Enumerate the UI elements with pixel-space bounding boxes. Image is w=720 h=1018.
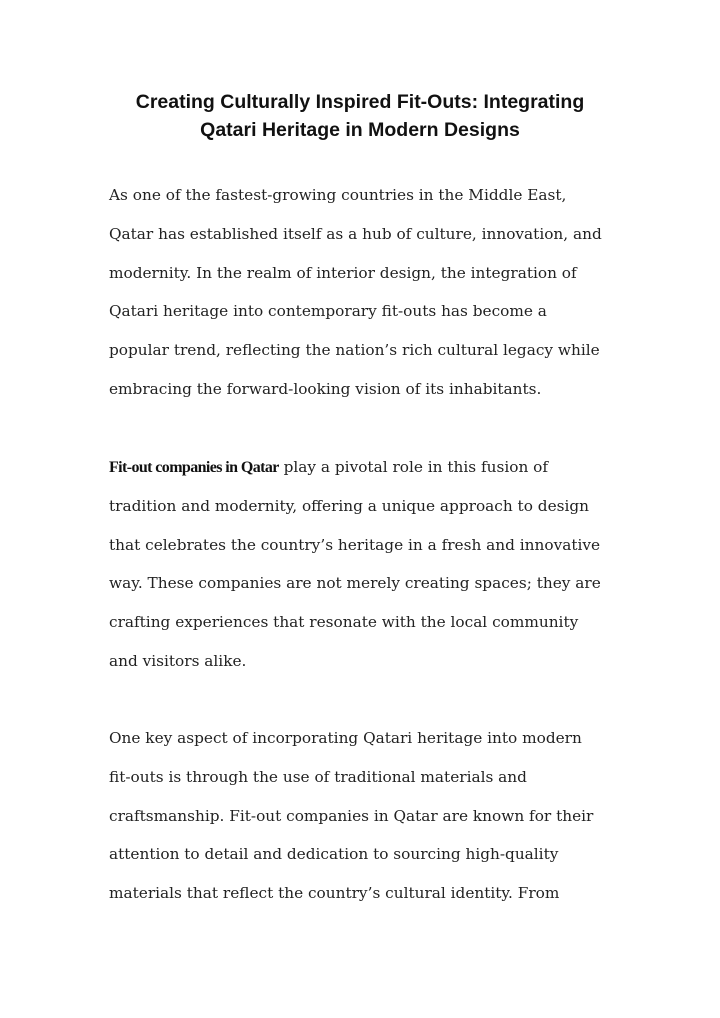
text-line: and visitors alike.	[109, 651, 247, 670]
text-line-lead	[109, 448, 629, 487]
text-line: attention to detail and dedication to sourcing high-quality	[109, 845, 559, 864]
text-line: that celebrates the country’s heritage in a fresh and innovative	[109, 535, 601, 554]
text-line: way. These companies are not merely creating spaces; they are	[109, 574, 601, 593]
paragraph-3	[109, 719, 629, 913]
text-line: popular trend, reflecting the nation’s rich cultural legacy while	[109, 341, 600, 360]
text-line: modernity. In the realm of interior design, the integration of	[109, 263, 577, 282]
text-line: fit-outs is through the use of traditional materials and	[109, 767, 527, 786]
title-line-1: Creating Culturally Inspired Fit-Outs: Integrating	[135, 91, 585, 113]
paragraph-1	[109, 176, 629, 409]
text-line: materials that reflect the country’s cultural identity. From	[109, 884, 560, 903]
text-line: crafting experiences that resonate with the local community	[109, 613, 579, 632]
text-line: Qatari heritage into contemporary fit-outs has become a	[109, 302, 547, 321]
bold-phrase-fit-out-companies: Fit-out companies in Qatar	[109, 459, 279, 476]
title-line-2: Qatari Heritage in Modern Designs	[200, 119, 520, 141]
text-line: As one of the fastest-growing countries in the Middle East,	[109, 186, 567, 204]
text-line: craftsmanship. Fit-out companies in Qatar are known for their	[109, 806, 594, 825]
text-line: embracing the forward-looking vision of its inhabitants.	[109, 379, 542, 398]
text-line: One key aspect of incorporating Qatari heritage into modern	[109, 729, 582, 747]
text-line: Qatar has established itself as a hub of culture, innovation, and	[109, 224, 602, 243]
paragraph-2	[109, 448, 629, 681]
lead-rest-text: play a pivotal role in this fusion of	[278, 458, 549, 476]
text-line: tradition and modernity, offering a unique approach to design	[109, 496, 590, 515]
document-title	[60, 88, 660, 144]
